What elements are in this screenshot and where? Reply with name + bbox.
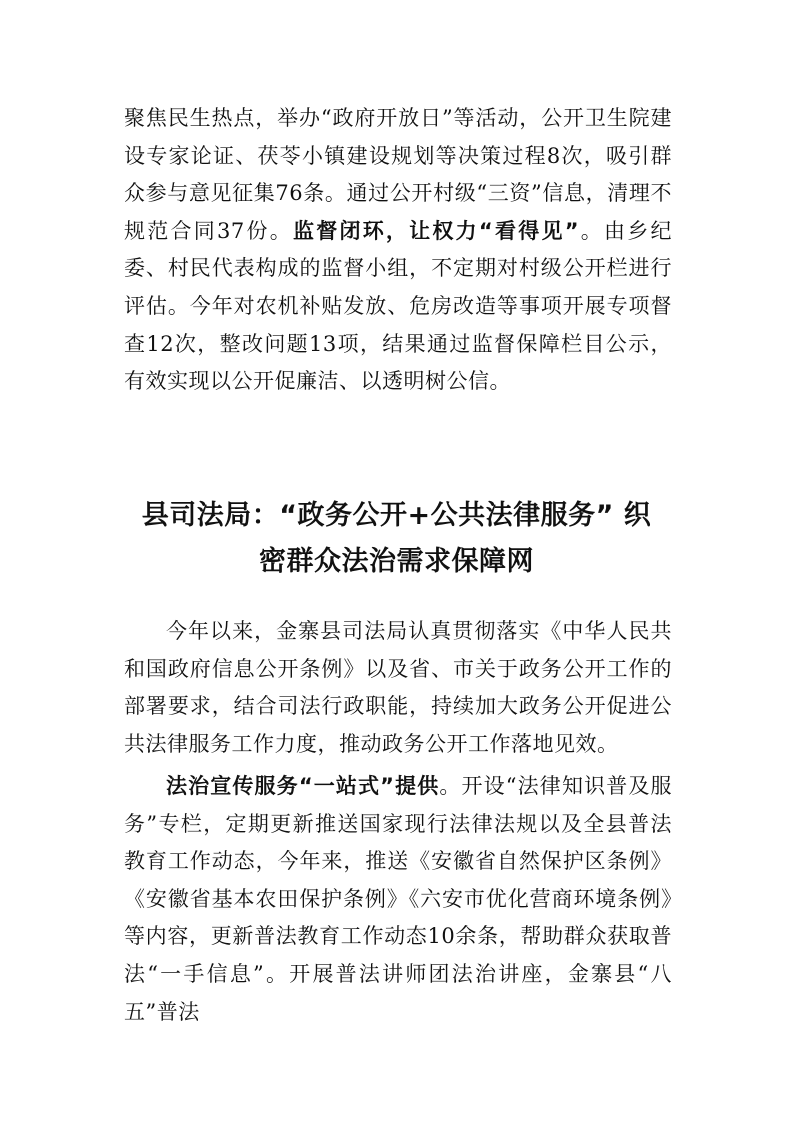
top-paragraph-part2: 。由乡纪委、村民代表构成的监督小组，不定期对村级公开栏进行评估。今年对农机补贴发放、危房改造等事项开展专项督查12次，整改问题13项，结果通过监督保障栏目公示，有效实现以公开促廉洁、以透明树公信。 [124, 218, 672, 394]
section-heading [100, 493, 693, 585]
intro-paragraph-text: 今年以来，金寨县司法局认真贯彻落实《中华人民共和国政府信息公开条例》以及省、市关于政务公开工作的部署要求，结合司法行政职能，持续加大政务公开促进公共法律服务工作力度，推动政务公开工作落地见效。 [124, 619, 672, 756]
top-paragraph [124, 100, 672, 401]
top-paragraph-part1: 聚焦民生热点，举办“政府开放日”等活动，公开卫生院建设专家论证、茯苓小镇建设规划等决策过程8次，吸引群众参与意见征集76条。通过公开村级“三资”信息，清理不规范合同37份。 [124, 106, 672, 243]
top-paragraph-text [124, 100, 672, 401]
section-heading-line1: 县司法局：“政务公开+公共法律服务” 织 [141, 500, 652, 531]
section-paragraph-text [124, 768, 672, 1031]
intro-paragraph [124, 613, 672, 763]
section-paragraph [124, 768, 672, 1031]
section-paragraph-bold-lead: 法治宣传服务“一站式”提供 [166, 774, 440, 798]
section-paragraph-body: 。开设“法律知识普及服务”专栏，定期更新推送国家现行法律法规以及全县普法教育工作动态，今年来，推送《安徽省自然保护区条例》《安徽省基本农田保护条例》《六安市优化营商环境条例》等内容，更新普法教育工作动态10余条，帮助群众获取普法“一手信息”。开展普法讲师团法治讲座，金寨县“八五”普法 [124, 774, 672, 1024]
top-paragraph-bold-phrase: 监督闭环，让权力“看得见” [292, 218, 580, 243]
section-heading-line2: 密群众法治需求保障网 [259, 546, 534, 577]
